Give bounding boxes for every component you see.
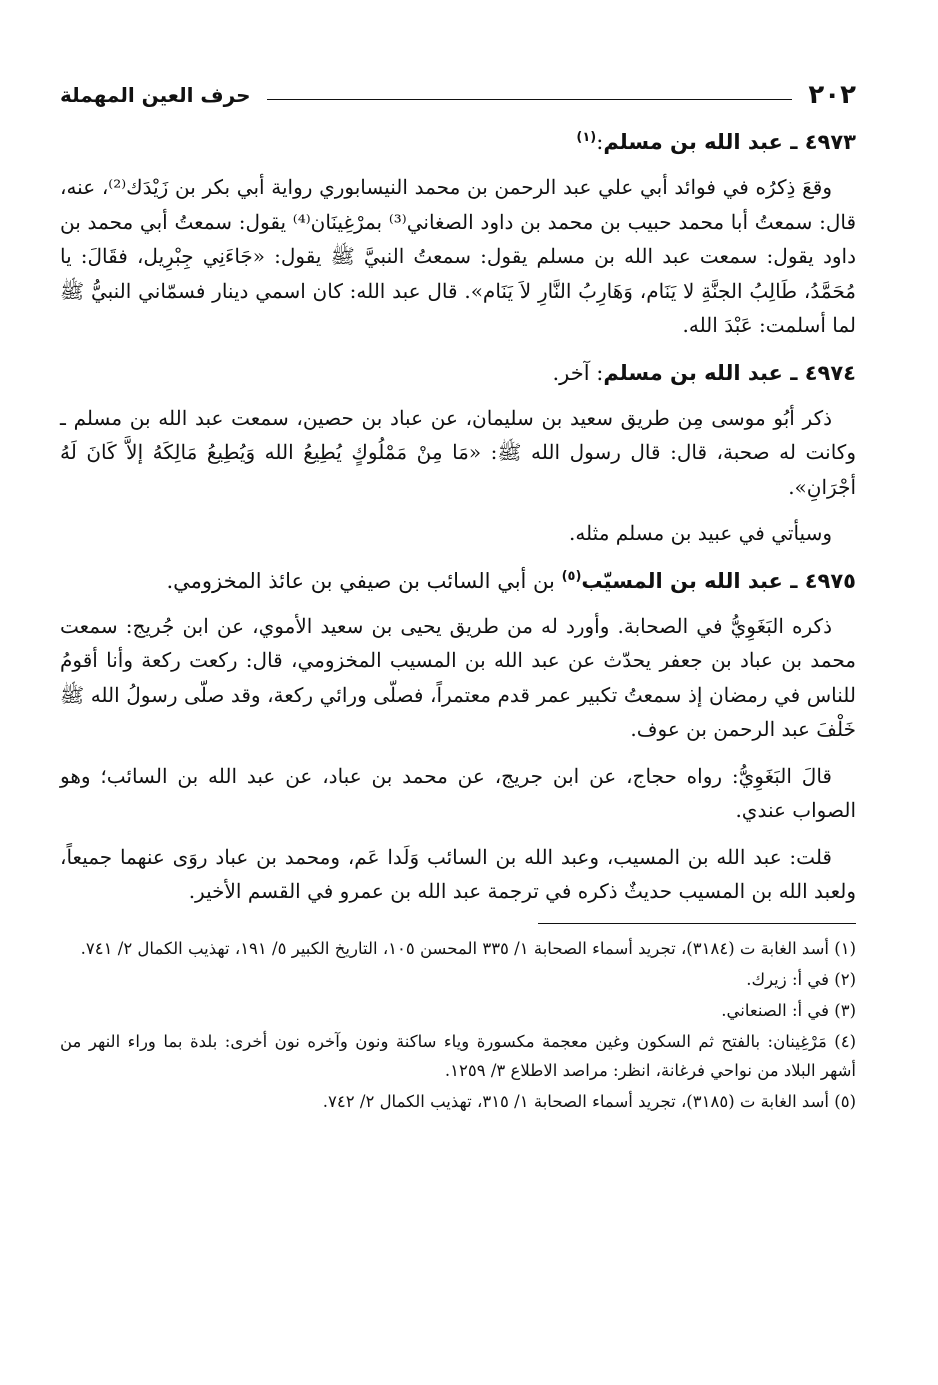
- running-title: حرف العين المهملة: [60, 83, 251, 107]
- paragraph: ذكر أبُو موسى مِن طريق سعيد بن سليمان، عن عباد بن حصين، سمعت عبد الله بن مسلم ـ وكانت له صحبة، قال: قال رسول الله ﷺ: «مَا مِنْ مَمْلُوكٍ يُطِيعُ الله وَيُطِيعُ مَالِكَهُ إلاَّ كَانَ لَهُ أجْرَانِ».: [60, 405, 856, 499]
- footnote-rule: [538, 923, 856, 924]
- entry-number: ٤٩٧٣: [804, 130, 856, 154]
- footnote-ref: (٥): [561, 568, 582, 584]
- running-head: [60, 70, 856, 110]
- document-page: [60, 70, 856, 1360]
- entry-number: ٤٩٧٤: [804, 360, 856, 385]
- footnote: (٢) في أ: زيرك.: [746, 969, 856, 989]
- paragraph: ذكره البَغَوِيُّ في الصحابة. وأورد له من طريق يحيى بن سعيد الأموي، عن ابن جُريج: سمعت محمد بن عباد بن جعفر يحدّث عن عبد الله بن المسيب المخزومي، قال: ركعت ركعة وأنا أقومُ للناس في رمضان إذ سمعتُ تكبير عمر قدم معتمراً، فصلّى ورائي ركعة، وقد صلّى رسولُ الله ﷺ خَلْفَ عبد الرحمن بن عوف.: [60, 613, 856, 741]
- footnotes: [60, 934, 856, 1116]
- paragraph: قلت: عبد الله بن المسيب، وعبد الله بن السائب وَلَدا عَم، ومحمد بن عباد روَى عنهما جميعاً، ولعبد الله بن المسيب حديثٌ ذكره في ترجمة عبد الله بن عمرو في القسم الأخير.: [60, 844, 856, 903]
- paragraph: وقعَ ذِكرُه في فوائد أبي علي عبد الرحمن بن محمد النيسابوري رواية أبي بكر بن زَيْدَك⁽²⁾، عنه، قال: سمعتُ أبا محمد حبيب بن محمد بن داود الصغاني⁽³⁾ بمرْغِينَان⁽⁴⁾ يقول: سمعتُ أبي محمد بن داود يقول: سمعت عبد الله بن مسلم يقول: سمعتُ النبيَّ ﷺ يقول: «جَاءَنِي جِبْرِيل، فقَالَ: يا مُحَمَّدُ، طَالِبُ الجنَّةِ لا يَنَام، وَهَارِبُ النَّارِ لاَ يَنَام». قال عبد الله: كان اسمي دينار فسمّاني النبيُّ ﷺ لما أسلمت: عَبْدَ الله.: [60, 175, 857, 337]
- entry-heading: ٤٩٧٣ ـ عبد الله بن مسلم:$^{(١)}$: [576, 130, 856, 154]
- footnote: (٥) أسد الغابة ت (٣١٨٥)، تجريد أسماء الصحابة ١/ ٣١٥، تهذيب الكمال ٢/ ٧٤٢.: [322, 1091, 856, 1111]
- footnote: (١) أسد الغابة ت (٣١٨٤)، تجريد أسماء الصحابة ١/ ٣٣٥ المحسن ١٠٥، التاريخ الكبير ٥/ ١٩١، تهذيب الكمال ٢/ ٧٤١.: [80, 938, 856, 958]
- entry-rest: :: [596, 130, 604, 154]
- paragraph: وسيأتي في عبيد بن مسلم مثله.: [568, 521, 832, 545]
- entry-rest: بن أبي السائب بن صيفي بن عائذ المخزومي.: [166, 568, 562, 593]
- footnote: (٣) في أ: الصنعاني.: [721, 1000, 856, 1020]
- entry-name: عبد الله بن المسيّب: [581, 568, 783, 593]
- paragraph: قالَ البَغَوِيُّ: رواه حجاج، عن ابن جريج، عن محمد بن عباد، عن عبد الله بن السائب؛ وهو الصواب عندي.: [60, 763, 856, 822]
- entry-name: عبد الله بن مسلم: [603, 360, 783, 385]
- entry-heading: ٤٩٧٤ ـ عبد الله بن مسلم: آخر.: [552, 360, 856, 385]
- body-text: [60, 124, 856, 909]
- entry-name: عبد الله بن مسلم: [603, 130, 783, 154]
- footnote: (٤) مَرْغِينان: بالفتح ثم السكون وغين معجمة مكسورة وياء ساكنة ونون وآخره نون أخرى: بلدة بما وراء النهر من أشهر البلاد من نواحي فرغانة، انظر: مراصد الاطلاع ٣/ ١٢٥٩.: [60, 1031, 856, 1080]
- footnote-ref: (١): [576, 130, 597, 145]
- entry-number: ٤٩٧٥: [804, 568, 856, 593]
- entry-rest: : آخر.: [552, 360, 604, 385]
- entry-heading: ٤٩٧٥ ـ عبد الله بن المسيّب$^{(٥)}$ بن أبي السائب بن صيفي بن عائذ المخزومي.: [166, 568, 856, 593]
- header-rule: [267, 99, 793, 100]
- page-number: ٢٠٢: [808, 80, 856, 110]
